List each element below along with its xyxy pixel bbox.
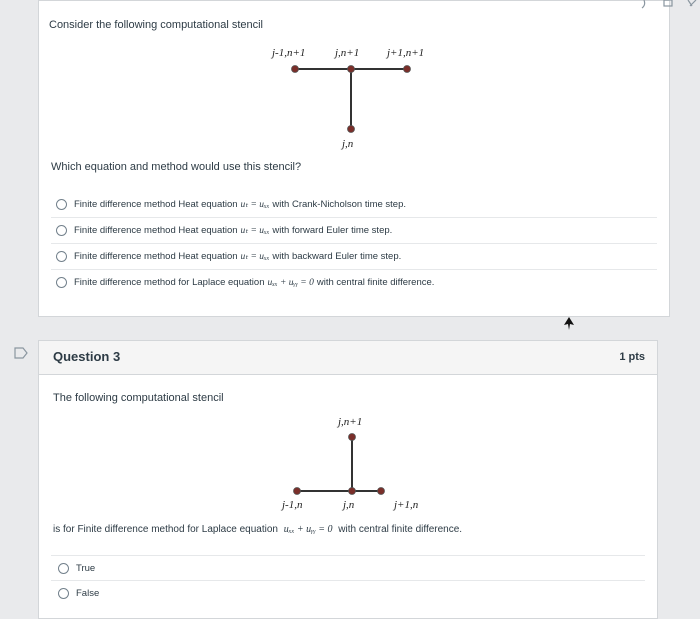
answer-math: uₜ = uₓₓ [240,252,270,262]
question-3-prompt: The following computational stencil [53,392,224,404]
stencil-1-label-top-right: j+1,n+1 [387,47,425,59]
radio-button[interactable] [58,588,69,599]
stencil-1-label-top-mid: j,n+1 [335,47,360,59]
question-2-prompt: Consider the following computational stencil [49,19,264,31]
answer-math: uₜ = uₓₓ [240,200,270,210]
option-false-label: False [76,587,100,599]
divider [51,580,645,581]
statement-text-post: with central finite difference. [335,524,463,535]
stencil-2-label-bottom-right: j+1,n [394,499,419,511]
stencil-1-label-top-left: j-1,n+1 [272,47,306,59]
stencil-1-node-top-right [404,66,411,73]
answer-option-1[interactable] [51,192,657,217]
answer-math: uₓₓ + uᵧᵧ = 0 [267,277,314,288]
stencil-2-label-top: j,n+1 [338,416,363,428]
divider [51,555,645,556]
answer-text-pre: Finite difference method for Laplace equation [74,277,265,288]
answer-text-pre: Finite difference method Heat equation [74,225,238,236]
answer-text-pre: Finite difference method Heat equation [74,199,238,210]
question-2-card [38,0,670,317]
radio-button[interactable] [56,199,67,210]
statement-text-pre: is for Finite difference method for Laplace equation [53,524,281,535]
question-3-statement [53,524,462,535]
answer-option-2[interactable] [51,217,657,243]
radio-button[interactable] [56,251,67,262]
question-3-header [39,341,657,375]
answer-math: uₜ = uₓₓ [240,226,270,236]
question-2-text: Which equation and method would use this stencil? [51,161,302,173]
radio-button[interactable] [56,225,67,236]
toolbar-icons[interactable] [640,0,700,10]
stencil-1-node-bottom [348,126,355,133]
radio-button[interactable] [56,277,67,288]
question-3-card [38,340,658,619]
option-false[interactable] [53,582,99,604]
stencil-2-node-bottom-mid [349,488,356,495]
answer-text-post: with forward Euler time step. [272,225,393,236]
answer-text-post: with central finite difference. [316,277,435,288]
stencil-2-label-bottom-mid: j,n [343,499,355,511]
stencil-2-node-bottom-left [294,488,301,495]
question-3-points: 1 pts [619,351,645,363]
answer-option-3[interactable] [51,243,657,269]
statement-math: uₓₓ + uᵧᵧ = 0 [283,524,333,535]
stencil-2-node-bottom-right [378,488,385,495]
answer-text-post: with Crank-Nicholson time step. [272,199,406,210]
stencil-1-label-bottom: j,n [342,138,354,150]
answer-option-4[interactable] [51,269,657,295]
mouse-cursor-icon [563,317,575,331]
option-true-label: True [76,562,96,574]
stencil-2-node-top [349,434,356,441]
answer-list [51,192,657,295]
stencil-1-node-top-mid [348,66,355,73]
answer-text-pre: Finite difference method Heat equation [74,251,238,262]
radio-button[interactable] [58,563,69,574]
stencil-2-label-bottom-left: j-1,n [282,499,303,511]
option-true[interactable] [53,557,95,579]
answer-text-post: with backward Euler time step. [272,251,402,262]
flag-icon[interactable] [14,347,28,359]
stencil-1-node-top-left [292,66,299,73]
question-3-title: Question 3 [53,349,121,364]
